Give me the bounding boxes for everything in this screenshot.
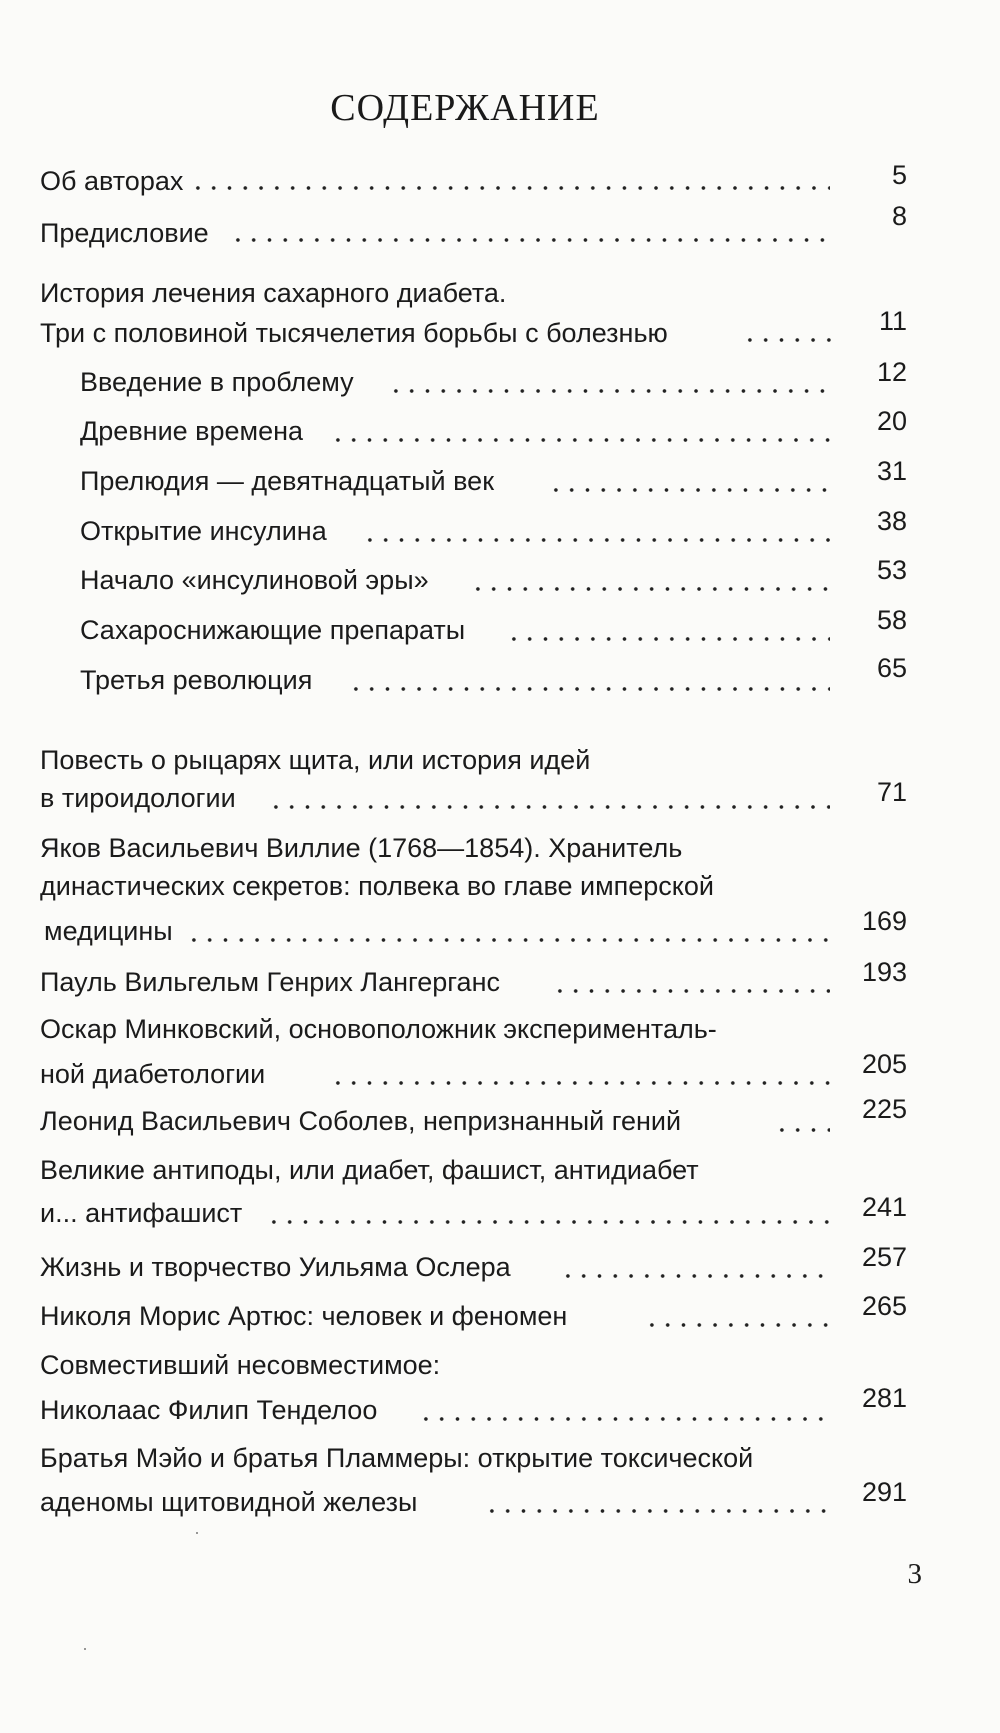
toc-page-number: 241	[861, 1192, 907, 1222]
toc-entry-title: Николаас Филип Тенделоо	[40, 1395, 378, 1425]
page-number: 3	[907, 1558, 922, 1590]
dot-leader	[268, 804, 830, 810]
toc-page-number: 38	[876, 506, 907, 536]
toc-subentry-title: Третья революция	[80, 665, 313, 695]
toc-entry-title: Оскар Минковский, основоположник эксперименталь-	[40, 1014, 717, 1044]
toc-subentry-title: Сахароснижающие препараты	[80, 615, 466, 645]
toc-entry-title: Пауль Вильгельм Генрих Лангерганс	[40, 967, 500, 997]
toc-page-number: 58	[876, 605, 907, 635]
paper-speck	[196, 1532, 198, 1534]
dot-leader	[484, 1508, 830, 1514]
toc-entry-title: династических секретов: полвека во главе имперской	[40, 871, 715, 901]
dot-leader	[774, 1127, 830, 1133]
dot-leader	[418, 1416, 830, 1422]
dot-leader	[742, 337, 832, 343]
toc-page-number: 291	[861, 1477, 907, 1507]
toc-page-number: 20	[876, 406, 907, 436]
dot-leader	[644, 1322, 830, 1328]
toc-page-number: 193	[861, 957, 907, 987]
toc-entry-title: Братья Мэйо и братья Пламмеры: открытие токсической	[40, 1443, 754, 1473]
toc-page-number: 265	[861, 1291, 907, 1321]
toc-subentry-title: Открытие инсулина	[80, 516, 327, 546]
toc-page-number: 5	[891, 160, 907, 190]
toc-entry-title: История лечения сахарного диабета.	[40, 278, 507, 308]
toc-subentry-title: Древние времена	[80, 416, 304, 446]
dot-leader	[388, 388, 830, 394]
toc-subentry-title: Введение в проблему	[80, 367, 354, 397]
toc-page-number: 8	[891, 201, 907, 231]
dot-leader	[348, 686, 830, 692]
toc-page-number: 12	[876, 357, 907, 387]
toc-entry-title: Николя Морис Артюс: человек и феномен	[40, 1301, 568, 1331]
dot-leader	[266, 1219, 830, 1225]
toc-entry-title: Предисловие	[40, 218, 209, 248]
toc-entry-title: Об авторах	[40, 166, 184, 196]
dot-leader	[330, 437, 830, 443]
toc-subentry-title: Прелюдия — девятнадцатый век	[80, 466, 495, 496]
toc-page-number: 11	[878, 306, 907, 336]
dot-leader	[190, 185, 830, 191]
toc-page-number: 225	[861, 1094, 907, 1124]
toc-page-number: 65	[876, 653, 907, 683]
toc-entry-title: ной диабетологии	[40, 1059, 266, 1089]
toc-entry-title: аденомы щитовидной железы	[40, 1487, 418, 1517]
toc-page-number: 205	[861, 1049, 907, 1079]
dot-leader	[552, 988, 830, 994]
dot-leader	[362, 537, 830, 543]
toc-subentry-title: Начало «инсулиновой эры»	[80, 565, 429, 595]
dot-leader	[230, 237, 830, 243]
toc-entry-title: в тироидологии	[40, 783, 236, 813]
toc-entry-title: и... антифашист	[40, 1198, 243, 1228]
toc-page-number: 257	[861, 1242, 907, 1272]
toc-heading: СОДЕРЖАНИЕ	[330, 87, 600, 129]
dot-leader	[560, 1273, 830, 1279]
paper-speck	[84, 1648, 86, 1650]
toc-entry-title: Повесть о рыцарях щита, или история идей	[40, 745, 591, 775]
toc-page-number: 71	[876, 777, 907, 807]
toc-entry-title: Жизнь и творчество Уильяма Ослера	[40, 1252, 511, 1282]
toc-entry-title: Леонид Васильевич Соболев, непризнанный гений	[40, 1106, 682, 1136]
toc-entry-title: Яков Васильевич Виллие (1768—1854). Хранитель	[40, 833, 683, 863]
toc-page-number: 281	[861, 1383, 907, 1413]
dot-leader	[548, 487, 830, 493]
toc-entry-title: Совместивший несовместимое:	[40, 1350, 441, 1380]
dot-leader	[330, 1080, 830, 1086]
toc-entry-title: медицины	[44, 916, 173, 946]
dot-leader	[186, 937, 830, 943]
toc-page-number: 31	[876, 456, 907, 486]
toc-entry-title: Три с половиной тысячелетия борьбы с болезнью	[40, 318, 668, 348]
dot-leader	[506, 636, 830, 642]
toc-entry-title: Великие антиподы, или диабет, фашист, антидиабет	[40, 1155, 699, 1185]
toc-page-number: 169	[861, 906, 907, 936]
toc-page-number: 53	[876, 555, 907, 585]
dot-leader	[470, 586, 830, 592]
